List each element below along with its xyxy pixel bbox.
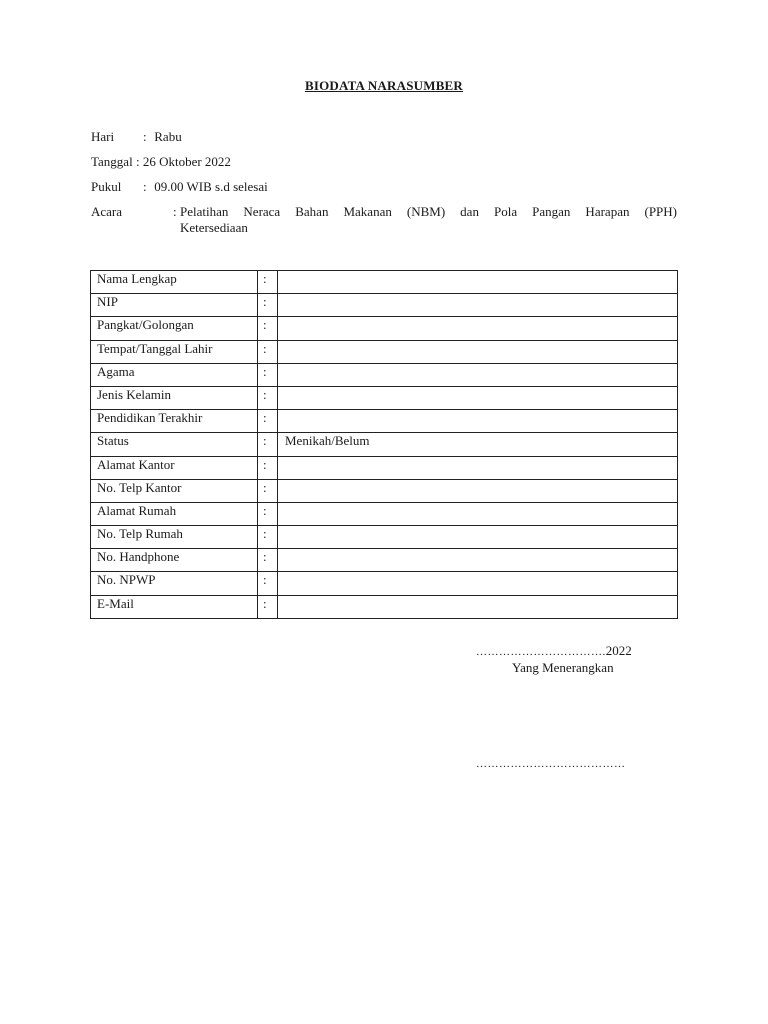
table-row bbox=[91, 340, 678, 363]
table-row bbox=[91, 456, 678, 479]
signature-role: Yang Menerangkan bbox=[512, 660, 614, 675]
table-row bbox=[91, 363, 678, 386]
row-value[interactable] bbox=[278, 526, 678, 549]
row-value[interactable] bbox=[278, 363, 678, 386]
info-acara-value-line1: Pelatihan Neraca Bahan Makanan (NBM) dan Pola Pangan Harapan (PPH) bbox=[180, 204, 677, 219]
row-separator: : bbox=[258, 340, 278, 363]
row-label: Jenis Kelamin bbox=[91, 386, 258, 409]
row-separator: : bbox=[258, 294, 278, 317]
info-acara-label: Acara bbox=[91, 204, 123, 219]
signature-name-line: ………………………………… bbox=[476, 758, 626, 770]
info-pukul-value: 09.00 WIB s.d selesai bbox=[154, 179, 268, 194]
row-separator: : bbox=[258, 271, 278, 294]
row-label: Pangkat/Golongan bbox=[91, 317, 258, 340]
row-separator: : bbox=[258, 526, 278, 549]
info-tanggal-label: Tanggal bbox=[91, 154, 133, 169]
signature-year: 2022 bbox=[605, 643, 632, 658]
row-label: Nama Lengkap bbox=[91, 271, 258, 294]
table-row bbox=[91, 479, 678, 502]
table-row bbox=[91, 433, 678, 456]
row-label: Alamat Kantor bbox=[91, 456, 258, 479]
signature-date bbox=[476, 643, 632, 659]
row-separator: : bbox=[258, 549, 278, 572]
row-value[interactable] bbox=[278, 410, 678, 433]
row-separator: : bbox=[258, 572, 278, 595]
row-label: E-Mail bbox=[91, 595, 258, 618]
row-value[interactable] bbox=[278, 386, 678, 409]
document-title: BIODATA NARASUMBER bbox=[304, 78, 464, 93]
row-label: No. Handphone bbox=[91, 549, 258, 572]
row-label: Agama bbox=[91, 363, 258, 386]
info-tanggal-value: 26 Oktober 2022 bbox=[142, 154, 231, 169]
row-separator: : bbox=[258, 386, 278, 409]
table-row bbox=[91, 549, 678, 572]
row-label: NIP bbox=[91, 294, 258, 317]
row-value[interactable] bbox=[278, 572, 678, 595]
info-pukul-label: Pukul bbox=[91, 179, 122, 194]
row-value[interactable] bbox=[278, 271, 678, 294]
row-value[interactable] bbox=[278, 595, 678, 618]
table-row bbox=[91, 502, 678, 525]
table-row bbox=[91, 386, 678, 409]
info-acara-value-line2: Ketersediaan bbox=[180, 220, 248, 235]
row-label: No. Telp Kantor bbox=[91, 479, 258, 502]
row-separator: : bbox=[258, 433, 278, 456]
row-value[interactable] bbox=[278, 549, 678, 572]
row-label: No. NPWP bbox=[91, 572, 258, 595]
row-value[interactable] bbox=[278, 317, 678, 340]
row-separator: : bbox=[258, 410, 278, 433]
info-pukul bbox=[91, 179, 268, 195]
row-separator: : bbox=[258, 502, 278, 525]
info-tanggal-separator: : bbox=[135, 154, 140, 169]
table-row bbox=[91, 526, 678, 549]
info-hari-label: Hari bbox=[91, 129, 115, 144]
row-value[interactable] bbox=[278, 294, 678, 317]
row-separator: : bbox=[258, 363, 278, 386]
table-row bbox=[91, 572, 678, 595]
row-value[interactable] bbox=[278, 479, 678, 502]
info-acara-separator: : bbox=[173, 204, 177, 219]
row-separator: : bbox=[258, 595, 278, 618]
info-hari-separator: : bbox=[143, 129, 147, 144]
row-label: Alamat Rumah bbox=[91, 502, 258, 525]
table-row bbox=[91, 317, 678, 340]
table-row bbox=[91, 294, 678, 317]
row-separator: : bbox=[258, 479, 278, 502]
row-separator: : bbox=[258, 317, 278, 340]
row-value[interactable] bbox=[278, 340, 678, 363]
row-label: No. Telp Rumah bbox=[91, 526, 258, 549]
row-label: Tempat/Tanggal Lahir bbox=[91, 340, 258, 363]
row-label: Pendidikan Terakhir bbox=[91, 410, 258, 433]
row-value[interactable]: Menikah/Belum bbox=[278, 433, 678, 456]
table-row bbox=[91, 271, 678, 294]
info-tanggal bbox=[91, 154, 231, 170]
row-label: Status bbox=[91, 433, 258, 456]
info-hari-value: Rabu bbox=[154, 129, 182, 144]
info-hari bbox=[91, 129, 182, 145]
row-value[interactable] bbox=[278, 456, 678, 479]
row-value[interactable] bbox=[278, 502, 678, 525]
row-separator: : bbox=[258, 456, 278, 479]
info-pukul-separator: : bbox=[143, 179, 147, 194]
table-row bbox=[91, 410, 678, 433]
signature-date-dots: ……………………………. bbox=[476, 646, 606, 658]
biodata-table bbox=[90, 270, 678, 619]
table-row bbox=[91, 595, 678, 618]
info-acara-value bbox=[180, 204, 677, 236]
